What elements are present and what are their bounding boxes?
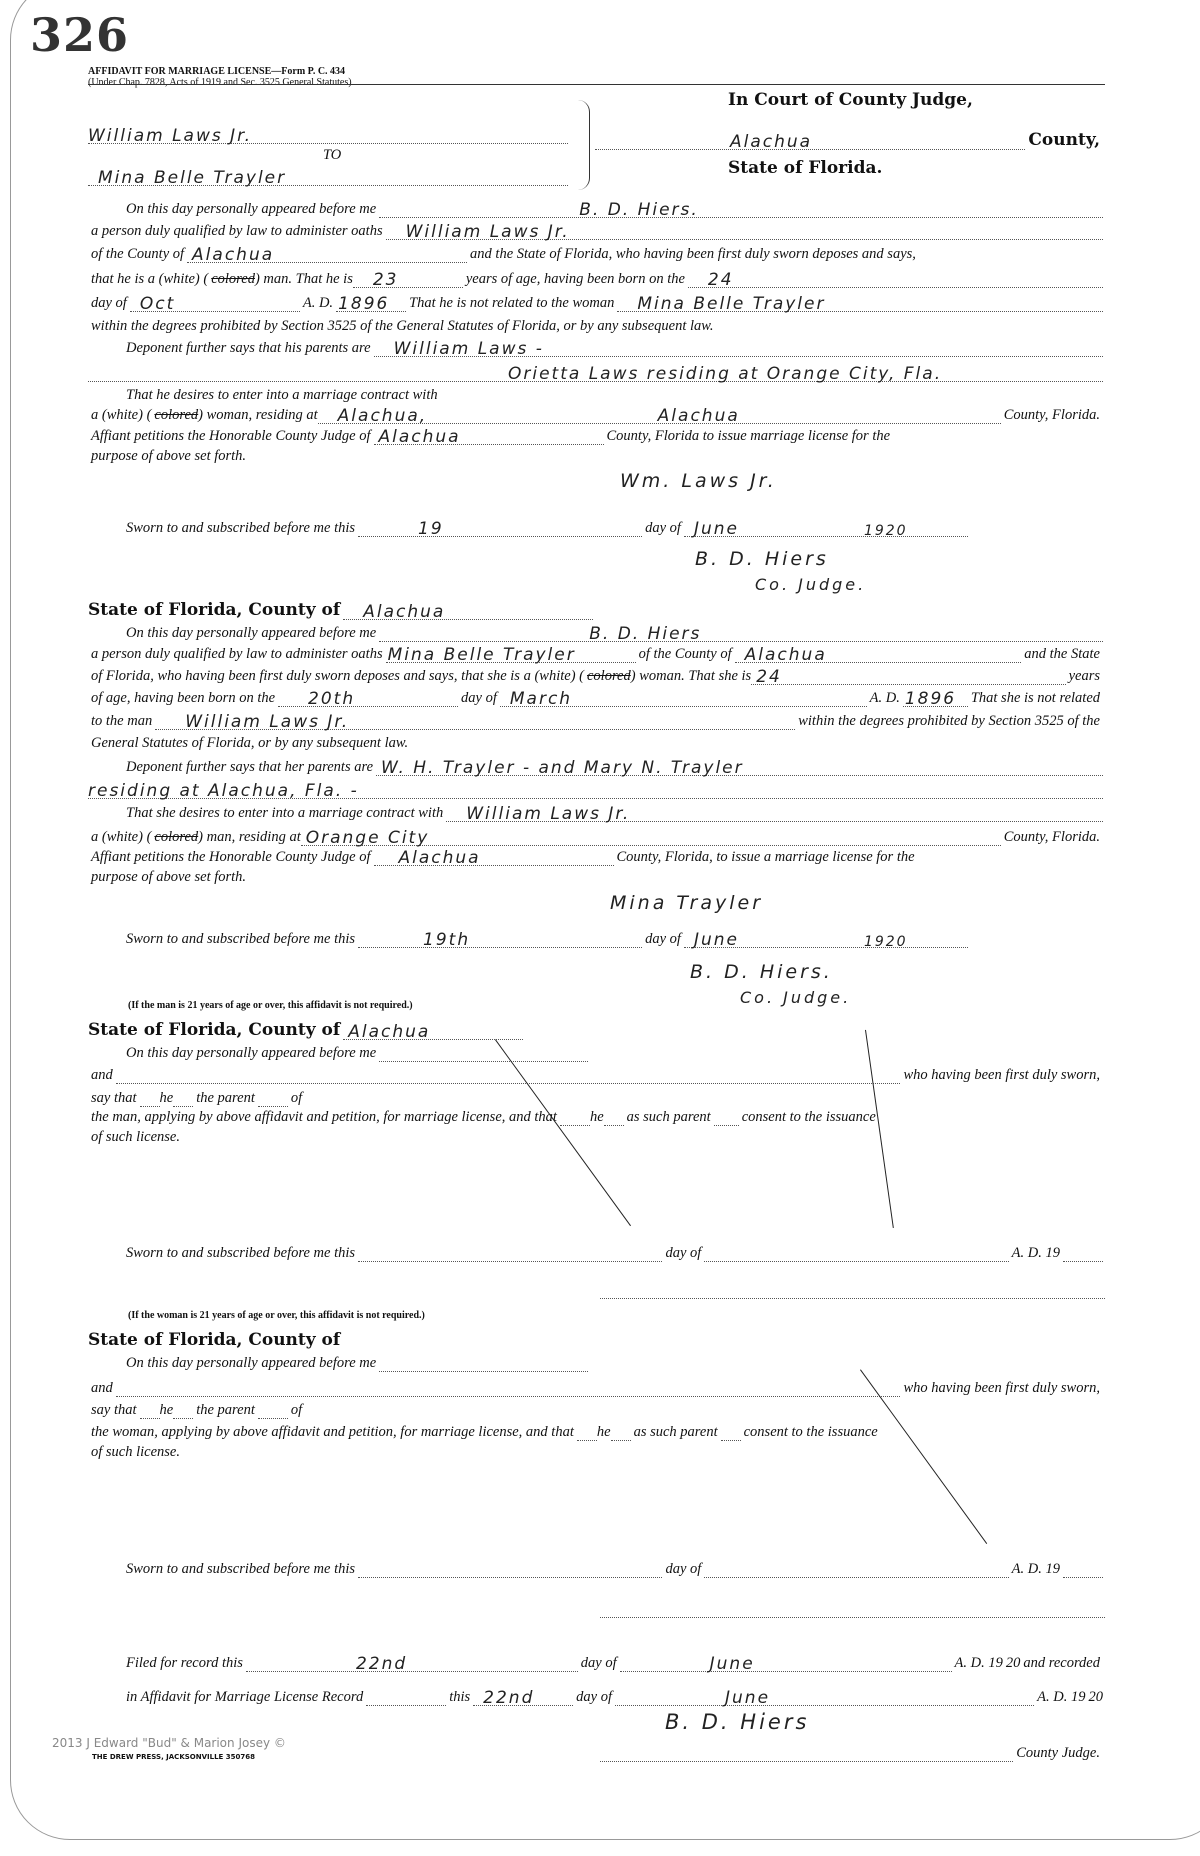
groom-l7: Deponent further says that his parents are William Laws - bbox=[88, 337, 1103, 357]
bride-l1: On this day personally appeared before me B. D. Hiers bbox=[88, 622, 1103, 642]
man-parent-l5: of such license. bbox=[91, 1129, 180, 1145]
bride-l11: purpose of above set forth. bbox=[91, 869, 247, 885]
woman-parent-sworn: Sworn to and subscribed before me this day of A. D. 19 bbox=[88, 1558, 1103, 1578]
groom-signature: Wm. Laws Jr. bbox=[620, 470, 777, 492]
groom-judge-signature: B. D. Hiers bbox=[695, 548, 829, 570]
woman-parent-l3: say that he the parent of bbox=[91, 1402, 303, 1418]
man-parent-l4: the man, applying by above affidavit and petition, for marriage license, and that he as such parent consent to the issuance bbox=[91, 1109, 876, 1125]
bride-l4: of age, having been born on the 20th day of March A. D. 1896 That she is not related bbox=[91, 689, 1100, 709]
bride-l6: General Statutes of Florida, or by any subsequent law. bbox=[91, 735, 409, 751]
man-parent-l1: On this day personally appeared before me bbox=[88, 1042, 588, 1062]
bride-l7b: residing at Alachua, Fla. - bbox=[88, 779, 1103, 799]
bride-signature: Mina Trayler bbox=[610, 892, 764, 914]
groom-l8: That he desires to enter into a marriage contract with bbox=[126, 387, 438, 403]
woman-parent-note: (If the woman is 21 years of age or over, this affidavit is not required.) bbox=[128, 1310, 425, 1321]
bride-l7: Deponent further says that her parents are W. H. Trayler - and Mary N. Trayler bbox=[88, 756, 1103, 776]
bride-l10: Affiant petitions the Honorable County Judge of Alachua County, Florida, to issue a marriage license for the bbox=[91, 848, 915, 868]
bride-l3: of Florida, who having been first duly sworn deposes and says, that she is a (white) ( colored ) woman. That she is 24 years bbox=[91, 667, 1100, 687]
groom-l11: purpose of above set forth. bbox=[91, 448, 247, 464]
man-parent-l3: say that he the parent of bbox=[91, 1090, 303, 1106]
groom-l2: a person duly qualified by law to administer oaths William Laws Jr. bbox=[88, 220, 1103, 240]
groom-l6: within the degrees prohibited by Section 3525 of the General Statutes of Florida, or by any subsequent law. bbox=[91, 318, 714, 334]
filing-judge-signature: B. D. Hiers bbox=[665, 1710, 810, 1734]
man-parent-heading: State of Florida, County of Alachua bbox=[88, 1020, 1103, 1040]
groom-name-line: William Laws Jr. bbox=[88, 124, 568, 144]
man-parent-sworn: Sworn to and subscribed before me this day of A. D. 19 bbox=[88, 1242, 1103, 1262]
county-line: Alachua County, bbox=[595, 130, 1103, 150]
form-title: AFFIDAVIT FOR MARRIAGE LICENSE—Form P. C. 434 bbox=[88, 66, 346, 77]
state-heading: State of Florida. bbox=[728, 158, 883, 178]
groom-l7b: Orietta Laws residing at Orange City, Fla. bbox=[88, 362, 1103, 382]
signature-line bbox=[600, 1617, 1105, 1618]
bride-name-line: Mina Belle Trayler bbox=[88, 166, 568, 186]
woman-parent-l1: On this day personally appeared before me bbox=[88, 1352, 588, 1372]
woman-parent-l5: of such license. bbox=[91, 1444, 180, 1460]
divider bbox=[88, 84, 1105, 85]
filing-l1: Filed for record this 22nd day of June A. D. 19 20 and recorded bbox=[126, 1654, 1100, 1674]
groom-l4: that he is a (white) ( colored ) man. That he is 23 years of age, having been born on the 24 bbox=[88, 268, 1103, 288]
bride-l5: to the man William Laws Jr. within the degrees prohibited by Section 3525 of the bbox=[91, 712, 1100, 732]
groom-l5: day of Oct A. D. 1896 That he is not related to the woman Mina Belle Trayler bbox=[88, 292, 1103, 312]
bride-judge-signature: B. D. Hiers. bbox=[690, 961, 833, 983]
printer-imprint: THE DREW PRESS, JACKSONVILLE 350768 bbox=[92, 1753, 255, 1761]
woman-parent-l2: and who having been first duly sworn, bbox=[91, 1380, 1100, 1396]
groom-l9: a (white) ( colored ) woman, residing at Alachua, Alachua County, Florida. bbox=[91, 406, 1100, 426]
bride-l9: a (white) ( colored ) man, residing at Orange City County, Florida. bbox=[91, 828, 1100, 848]
woman-parent-heading: State of Florida, County of bbox=[88, 1330, 341, 1350]
form-subtitle: (Under Chap. 7828, Acts of 1919 and Sec. 3525 General Statutes) bbox=[88, 77, 352, 88]
man-parent-l2: and who having been first duly sworn, bbox=[91, 1067, 1100, 1083]
bride-l2: a person duly qualified by law to administer oaths Mina Belle Trayler of the County of Alachua and the State bbox=[91, 645, 1100, 665]
brace bbox=[578, 100, 590, 190]
bride-l8: That she desires to enter into a marriage contract with William Laws Jr. bbox=[88, 802, 1103, 822]
groom-l1: On this day personally appeared before me B. D. Hiers. bbox=[88, 198, 1103, 218]
woman-parent-l4: the woman, applying by above affidavit and petition, for marriage license, and that he as such parent consent to the issuance bbox=[91, 1424, 878, 1440]
filing-l3: County Judge. bbox=[600, 1742, 1103, 1762]
court-heading: In Court of County Judge, bbox=[728, 90, 973, 110]
groom-sworn: Sworn to and subscribed before me this 19 day of June 1920 bbox=[88, 517, 968, 537]
bride-heading: State of Florida, County of Alachua bbox=[88, 600, 1103, 620]
copyright: 2013 J Edward "Bud" & Marion Josey © bbox=[52, 1736, 286, 1750]
groom-l3: of the County of Alachua and the State of Florida, who having been first duly sworn deposes and says, bbox=[91, 245, 916, 265]
groom-judge-title: Co. Judge. bbox=[755, 575, 867, 594]
bride-sworn: Sworn to and subscribed before me this 19th day of June 1920 bbox=[88, 928, 968, 948]
bride-judge-title: Co. Judge. bbox=[740, 988, 852, 1007]
groom-l10: Affiant petitions the Honorable County Judge of Alachua County, Florida to issue marriage license for the bbox=[91, 427, 891, 447]
signature-line bbox=[600, 1298, 1105, 1299]
page-number: 326 bbox=[30, 8, 130, 62]
to-label: TO bbox=[323, 147, 342, 163]
man-parent-note: (If the man is 21 years of age or over, this affidavit is not required.) bbox=[128, 1000, 413, 1011]
filing-l2: in Affidavit for Marriage License Record this 22nd day of June A. D. 19 20 bbox=[126, 1688, 1103, 1708]
